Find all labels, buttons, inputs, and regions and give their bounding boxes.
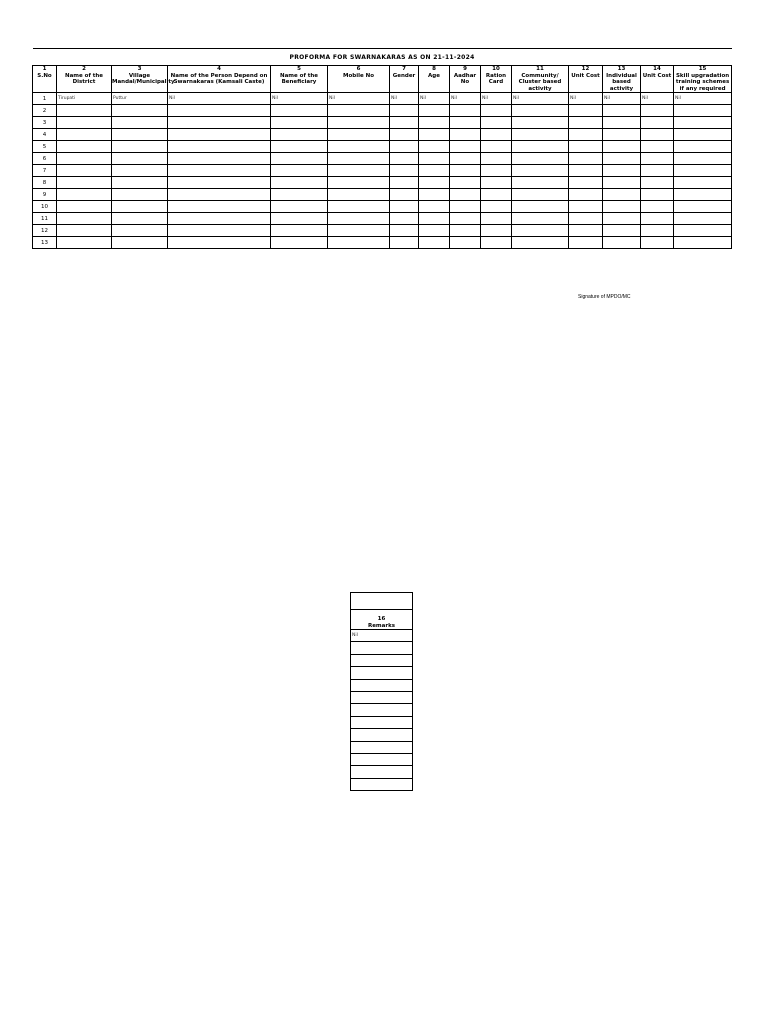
table-cell [419,117,450,129]
column-header [112,66,175,93]
column-header [419,66,450,93]
column-number: 9 [463,66,467,72]
table-cell [603,165,641,177]
serial-number-cell: 5 [33,141,57,153]
table-cell [168,237,271,249]
serial-number-cell: 7 [33,165,57,177]
table-cell [168,225,271,237]
table-cell [569,213,603,225]
column-label: S.No [37,72,52,79]
table-cell [328,201,390,213]
table-cell [481,189,512,201]
table-cell [57,201,112,213]
table-cell [390,213,419,225]
table-cell [57,165,112,177]
table-cell [419,225,450,237]
table-row [33,201,732,213]
serial-number-cell: 11 [33,213,57,225]
table-cell [112,237,168,249]
table-row [33,105,732,117]
table-cell [674,117,732,129]
remarks-cell [351,704,413,716]
table-cell [57,189,112,201]
table-cell [674,225,732,237]
column-label: Name of the Beneficiary [279,72,319,85]
serial-number-cell: 3 [33,117,57,129]
table-cell [481,165,512,177]
table-cell [512,189,569,201]
header-row [33,66,732,93]
remarks-header [351,610,413,630]
column-number: 6 [356,66,361,72]
table-cell [603,225,641,237]
table-cell [641,213,674,225]
table-cell [271,189,328,201]
table-cell [419,177,450,189]
table-cell [512,165,569,177]
column-number: 14 [653,66,661,72]
column-header [328,66,390,93]
serial-number-cell: 8 [33,177,57,189]
serial-number-cell: 9 [33,189,57,201]
table-cell [390,165,419,177]
remarks-cell [351,766,413,778]
table-cell [641,105,674,117]
table-cell [603,129,641,141]
table-cell [569,225,603,237]
table-cell [512,129,569,141]
table-cell [450,117,481,129]
table-cell [450,177,481,189]
table-cell [603,189,641,201]
table-cell [168,201,271,213]
table-cell [674,105,732,117]
table-row [33,177,732,189]
table-cell: Nil [603,93,641,105]
column-number: 5 [297,66,301,72]
table-cell [512,225,569,237]
table-cell [112,129,168,141]
remarks-cell: Nil [351,630,413,642]
table-cell [419,141,450,153]
table-cell: Nil [419,93,450,105]
remarks-cell [351,741,413,753]
table-cell [603,141,641,153]
table-cell [168,105,271,117]
table-cell [450,105,481,117]
table-cell [641,129,674,141]
table-cell [481,177,512,189]
table-cell [57,213,112,225]
table-cell [112,105,168,117]
column-header [481,66,512,93]
column-header [33,66,57,93]
table-row [33,117,732,129]
table-cell [328,237,390,249]
column-label: Mobile No [343,72,374,79]
serial-number-cell: 4 [33,129,57,141]
column-number: 15 [698,66,707,72]
table-cell [641,117,674,129]
table-cell [168,213,271,225]
table-cell: Nil [481,93,512,105]
table-cell [168,165,271,177]
table-cell [603,237,641,249]
remarks-row [351,704,413,716]
remarks-table [350,592,413,791]
column-number: 2 [82,66,86,72]
remarks-cell [351,753,413,765]
table-cell [603,105,641,117]
column-label: Ration Card [485,72,507,85]
serial-number-cell: 13 [33,237,57,249]
table-cell: Puttur [112,93,168,105]
table-cell [481,225,512,237]
table-cell [271,237,328,249]
table-cell [328,117,390,129]
column-header [168,66,271,93]
remarks-row [351,753,413,765]
table-cell [271,105,328,117]
table-cell [481,117,512,129]
table-cell [390,201,419,213]
table-cell [569,117,603,129]
column-label: Individual based activity [606,72,637,92]
table-cell [641,153,674,165]
table-cell [168,129,271,141]
table-cell [674,153,732,165]
column-label: Community/ Cluster based activity [518,72,562,92]
column-header [390,66,419,93]
table-cell: Nil [641,93,674,105]
table-cell [603,153,641,165]
table-cell [512,213,569,225]
table-cell [390,117,419,129]
remarks-cell [351,691,413,703]
table-cell [112,189,168,201]
table-cell [512,177,569,189]
table-cell [390,189,419,201]
table-cell [450,225,481,237]
table-cell [674,141,732,153]
table-row [33,129,732,141]
table-cell [328,129,390,141]
serial-number-cell: 12 [33,225,57,237]
column-label: Name of the District [64,72,104,85]
remarks-row [351,679,413,691]
column-header [450,66,481,93]
remarks-row [351,654,413,666]
table-row [33,93,732,105]
column-number: 4 [217,66,221,72]
table-row [33,213,732,225]
table-cell [112,177,168,189]
table-cell [674,129,732,141]
table-cell [641,189,674,201]
remarks-row [351,667,413,679]
remarks-header-num: 16 [377,616,386,622]
table-cell [450,201,481,213]
table-cell [57,129,112,141]
table-cell [328,141,390,153]
table-cell [419,213,450,225]
column-number: 10 [492,66,500,72]
table-cell [271,117,328,129]
remarks-row [351,729,413,741]
table-cell: Nil [328,93,390,105]
table-cell [419,201,450,213]
table-cell [641,141,674,153]
table-cell [674,237,732,249]
table-row [33,189,732,201]
table-cell [569,141,603,153]
remarks-row [351,691,413,703]
table-cell [328,177,390,189]
column-header [674,66,732,93]
table-cell [390,237,419,249]
table-cell [57,153,112,165]
table-row [33,225,732,237]
column-number: 13 [617,66,626,72]
table-cell [271,165,328,177]
table-cell [603,201,641,213]
column-header [57,66,112,93]
table-cell: Nil [168,93,271,105]
table-cell [674,189,732,201]
table-cell [419,129,450,141]
table-cell [641,177,674,189]
table-cell [57,105,112,117]
table-cell [57,177,112,189]
table-cell [419,189,450,201]
table-cell [168,153,271,165]
table-cell [569,165,603,177]
table-cell [603,213,641,225]
table-cell [450,189,481,201]
remarks-row [351,778,413,790]
table-cell [168,189,271,201]
table-cell [271,129,328,141]
table-cell [112,141,168,153]
column-header [512,66,569,93]
table-cell [390,225,419,237]
column-label: Unit Cost [571,72,600,79]
table-cell [328,225,390,237]
table-cell [112,165,168,177]
table-cell [569,189,603,201]
column-number: 12 [581,66,590,72]
table-cell [271,141,328,153]
table-cell [390,105,419,117]
table-cell [271,153,328,165]
table-cell [450,129,481,141]
table-cell [57,141,112,153]
table-cell [450,141,481,153]
table-cell: Nil [450,93,481,105]
table-cell [512,201,569,213]
remarks-cell [351,778,413,790]
table-cell: Nil [569,93,603,105]
column-number: 8 [432,66,436,72]
serial-number-cell: 2 [33,105,57,117]
table-cell [328,165,390,177]
column-header [271,66,328,93]
table-cell [512,237,569,249]
table-cell [450,213,481,225]
remarks-row [351,630,413,642]
table-cell [112,201,168,213]
proforma-table [32,48,732,249]
table-cell [603,117,641,129]
table-cell [481,129,512,141]
table-cell [569,177,603,189]
table-cell [419,165,450,177]
remarks-header-label: Remarks [367,622,396,629]
table-cell [390,129,419,141]
table-cell [481,105,512,117]
column-label: Aadhar No [453,72,477,85]
column-label: Skill upgradation training schemes if any required [675,72,730,92]
table-cell [674,213,732,225]
table-cell: Nil [512,93,569,105]
column-label: Gender [392,72,416,79]
table-cell [569,153,603,165]
table-cell [271,225,328,237]
table-cell [328,153,390,165]
table-cell [512,117,569,129]
title-row [33,49,732,66]
table-cell [112,117,168,129]
table-cell [641,201,674,213]
column-number: 3 [137,66,142,72]
table-cell [419,153,450,165]
column-header [569,66,603,93]
serial-number-cell: 6 [33,153,57,165]
table-cell: Tirupati [57,93,112,105]
table-cell [603,177,641,189]
table-cell [569,201,603,213]
remarks-blank-cell [351,593,413,610]
table-cell [419,105,450,117]
table-cell [57,225,112,237]
table-cell [390,141,419,153]
table-cell [481,201,512,213]
table-row [33,237,732,249]
table-cell [641,237,674,249]
table-cell [168,177,271,189]
table-cell [641,225,674,237]
table-cell [271,177,328,189]
remarks-cell [351,642,413,654]
column-label: Age [428,72,440,79]
remarks-row [351,716,413,728]
table-cell [641,165,674,177]
table-cell [674,165,732,177]
table-cell [512,105,569,117]
remarks-cell [351,679,413,691]
remarks-row [351,642,413,654]
table-cell [57,237,112,249]
table-title: PROFORMA FOR SWARNAKARAS AS ON 21-11-2024 [33,49,732,66]
table-cell [112,225,168,237]
table-cell [328,213,390,225]
table-row [33,141,732,153]
table-cell [271,213,328,225]
table-cell [569,129,603,141]
table-cell [481,141,512,153]
column-header [603,66,641,93]
table-cell: Nil [271,93,328,105]
table-cell [481,237,512,249]
column-label: Name of the Person Depend on Swarnakaras (Kamsali Caste) [170,72,268,85]
column-number: 1 [42,66,47,72]
remarks-cell [351,729,413,741]
remarks-row [351,741,413,753]
remarks-cell [351,716,413,728]
remarks-cell [351,654,413,666]
remarks-row [351,766,413,778]
table-cell: Nil [390,93,419,105]
serial-number-cell: 10 [33,201,57,213]
table-cell [481,153,512,165]
table-cell [112,213,168,225]
table-cell [328,105,390,117]
column-label: Unit Cost [642,72,672,79]
table-cell [674,201,732,213]
table-cell [450,153,481,165]
table-cell [112,153,168,165]
table-cell [481,213,512,225]
column-label: Village Mandal/Municipality [112,72,175,85]
table-cell [569,105,603,117]
table-row [33,165,732,177]
column-header [641,66,674,93]
signature-label: Signature of MPDO/MC [578,294,631,300]
table-cell [450,165,481,177]
table-cell [328,189,390,201]
table-cell [168,141,271,153]
table-cell [512,141,569,153]
serial-number-cell: 1 [33,93,57,105]
table-cell [271,201,328,213]
table-cell [419,237,450,249]
table-cell [674,177,732,189]
table-cell: Nil [674,93,732,105]
table-cell [390,153,419,165]
column-number: 11 [536,66,544,72]
remarks-cell [351,667,413,679]
table-cell [569,237,603,249]
table-cell [512,153,569,165]
table-cell [390,177,419,189]
table-row [33,153,732,165]
table-cell [450,237,481,249]
table-cell [168,117,271,129]
column-number: 7 [402,66,406,72]
table-cell [57,117,112,129]
